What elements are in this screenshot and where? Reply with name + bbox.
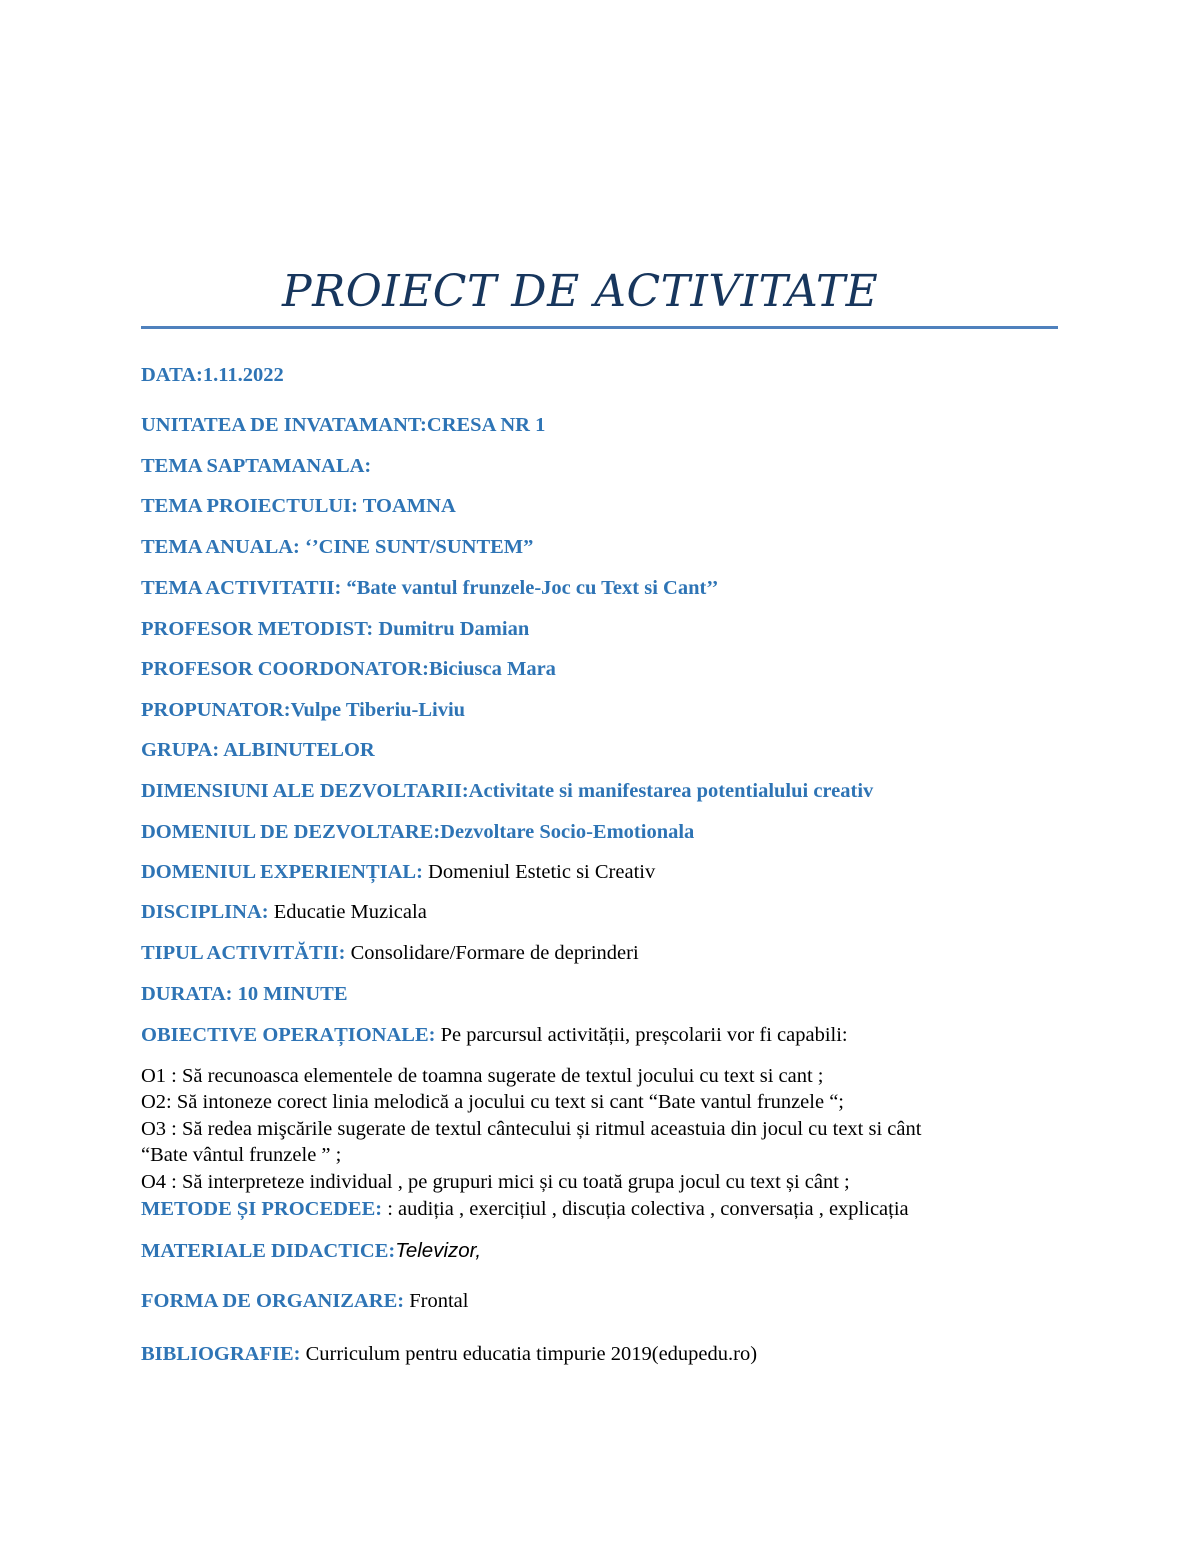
- title-underline: [141, 326, 1058, 329]
- document-title: PROIECT DE ACTIVITATE: [282, 266, 879, 317]
- field-label: PROPUNATOR:: [141, 699, 291, 721]
- field-tema-saptamanala: [141, 453, 371, 479]
- field-label: TEMA SAPTAMANALA:: [141, 455, 372, 477]
- field-value: ‘’CINE SUNT/SUNTEM”: [305, 536, 534, 558]
- field-propunator: [141, 697, 465, 723]
- field-data: [141, 362, 284, 388]
- field-label: TEMA ANUALA:: [141, 536, 306, 558]
- field-forma: [141, 1288, 468, 1314]
- objective-o2: O2: Să intoneze corect linia melodică a jocului cu text si cant “Bate vantul frunzele “;: [141, 1091, 844, 1113]
- field-tema-proiectului: [141, 493, 456, 519]
- field-profesor-metodist: [141, 616, 529, 642]
- field-value: 10 MINUTE: [237, 983, 348, 1005]
- field-label: DATA:: [141, 364, 203, 386]
- field-label: MATERIALE DIDACTICE:: [141, 1240, 396, 1262]
- field-label: TEMA PROIECTULUI:: [141, 495, 363, 517]
- objective-o1: O1 : Să recunoasca elementele de toamna sugerate de textul jocului cu text si cant ;: [141, 1065, 824, 1087]
- field-value: CRESA NR 1: [426, 414, 546, 436]
- field-label: DISCIPLINA:: [141, 901, 274, 923]
- field-profesor-coordonator: [141, 656, 556, 682]
- field-value: 1.11.2022: [202, 364, 284, 386]
- field-value: Pe parcursul activității, preșcolarii vor fi capabili:: [440, 1024, 848, 1046]
- field-value: Dezvoltare Socio-Emotionala: [440, 821, 695, 843]
- field-value: Educatie Muzicala: [273, 901, 427, 923]
- field-label: DOMENIUL DE DEZVOLTARE:: [141, 821, 441, 843]
- field-value: Domeniul Estetic si Creativ: [428, 861, 656, 883]
- field-disciplina: [141, 899, 427, 925]
- field-label: PROFESOR COORDONATOR:: [141, 658, 429, 680]
- field-value: “Bate vantul frunzele-Joc cu Text si Cant’’: [346, 577, 719, 599]
- field-label: FORMA DE ORGANIZARE:: [141, 1290, 410, 1312]
- field-label: METODE ȘI PROCEDEE:: [141, 1198, 388, 1220]
- field-label: TIPUL ACTIVITĂTII:: [141, 942, 351, 964]
- field-value: Curriculum pentru educatia timpurie 2019(edupedu.ro): [305, 1343, 758, 1365]
- field-grupa: [141, 737, 375, 763]
- field-label: PROFESOR METODIST:: [141, 618, 379, 640]
- field-bibliografie: [141, 1341, 757, 1367]
- field-tipul-activitatii: [141, 940, 639, 966]
- field-value: Frontal: [409, 1290, 469, 1312]
- field-label: DURATA:: [141, 983, 238, 1005]
- field-metode: [141, 1196, 909, 1222]
- objective-o4: O4 : Să interpreteze individual , pe grupuri mici și cu toată grupa jocul cu text și cânt ;: [141, 1171, 850, 1193]
- field-value: TOAMNA: [362, 495, 456, 517]
- field-domeniul-experiential: [141, 859, 655, 885]
- field-value: Dumitru Damian: [378, 618, 530, 640]
- field-value: Consolidare/Formare de deprinderi: [350, 942, 639, 964]
- objective-o3: O3 : Să redea mişcările sugerate de textul cântecului și ritmul aceastuia din jocul cu text si cânt: [141, 1118, 922, 1140]
- field-label: DIMENSIUNI ALE DEZVOLTARII:: [141, 780, 469, 802]
- field-materiale: [141, 1238, 481, 1264]
- field-label: TEMA ACTIVITATII:: [141, 577, 347, 599]
- field-value: Biciusca Mara: [428, 658, 556, 680]
- field-tema-anuala: [141, 534, 533, 560]
- field-tema-activitatii: [141, 575, 718, 601]
- field-durata: [141, 981, 348, 1007]
- field-dimensiuni: [141, 778, 873, 804]
- field-value: Televizor,: [395, 1239, 482, 1262]
- field-value: Activitate si manifestarea potentialului creativ: [468, 780, 874, 802]
- objective-o3-continued: “Bate vântul frunzele ” ;: [141, 1144, 342, 1166]
- field-obiective: [141, 1022, 848, 1048]
- field-value: ALBINUTELOR: [223, 739, 375, 761]
- field-label: OBIECTIVE OPERAȚIONALE:: [141, 1024, 441, 1046]
- field-unitatea: [141, 412, 545, 438]
- field-value: Vulpe Tiberiu-Liviu: [290, 699, 466, 721]
- field-value: : audiția , exercițiul , discuția colectiva , conversația , explicația: [387, 1198, 909, 1220]
- field-label: BIBLIOGRAFIE:: [141, 1343, 306, 1365]
- field-label: UNITATEA DE INVATAMANT:: [141, 414, 427, 436]
- field-domeniul-dezvoltare: [141, 819, 694, 845]
- field-label: DOMENIUL EXPERIENȚIAL:: [141, 861, 429, 883]
- field-label: GRUPA:: [141, 739, 224, 761]
